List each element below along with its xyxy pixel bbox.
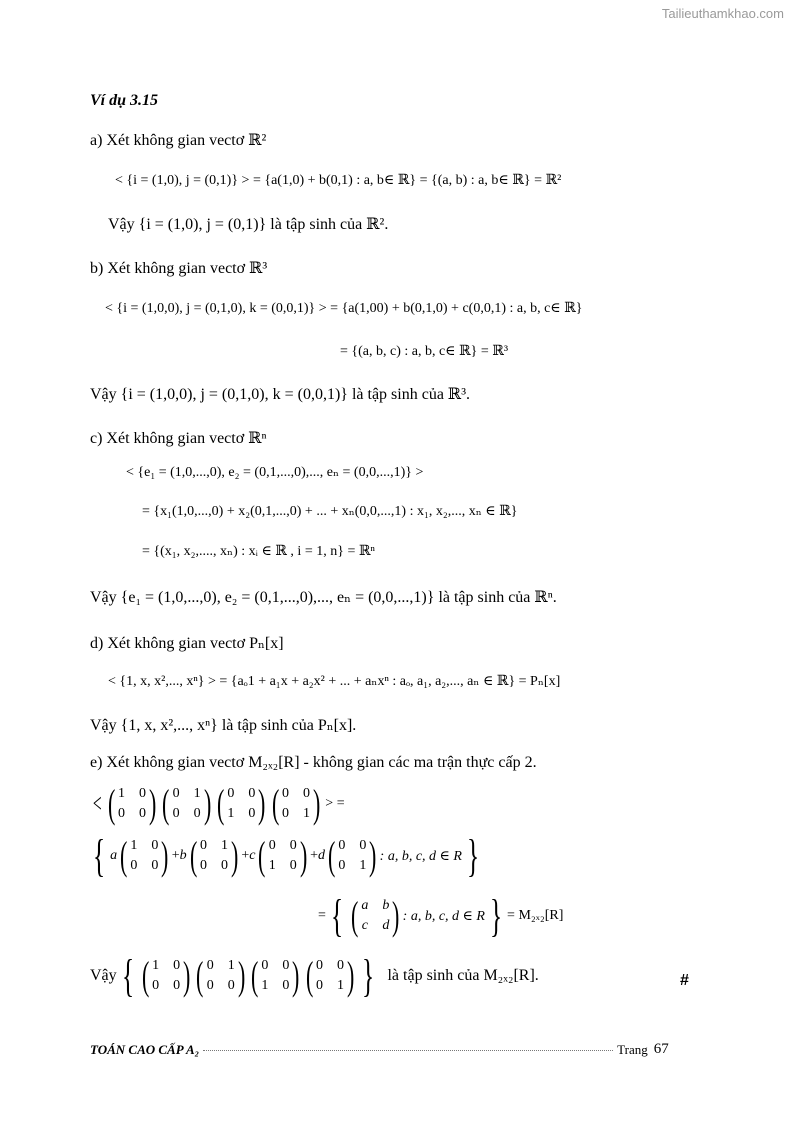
footer-page-label: Trang: [617, 1041, 648, 1057]
basis-matrix-3: ( 0 0 1 0 ): [216, 781, 266, 826]
basis-matrix-2: ( 0 1 0 0 ): [162, 781, 211, 826]
watermark: Tailieuthamkhao.com: [661, 6, 784, 21]
part-b-equation-1: < {i = (1,0,0), j = (0,1,0), k = (0,0,1)} > = {a(1,00) + b(0,1,0) + c(0,0,1) : a, b, c∈ ℝ}: [105, 301, 583, 316]
concl-matrix-2: ( 0 1 0 0 ): [196, 953, 246, 998]
part-b-conclusion: Vậy {i = (1,0,0), j = (0,1,0), k = (0,0,1)} là tập sinh của ℝ³.: [90, 386, 471, 403]
part-d-conclusion: Vậy {1, x, x²,..., xⁿ} là tập sinh của Pₙ[x].: [90, 717, 357, 734]
combo-matrix-1: ( 1 0 0 0 ): [120, 833, 169, 878]
part-b-title: b) Xét không gian vectơ ℝ³: [90, 260, 268, 277]
part-e-conclusion: Vậy { ( 1 0 0 0 ) ( 0 1 0 0 ) ( 0 0 1 0 ) ( 0 0 0 1 ) } là tập sinh của M₂ₓ₂[R].: [90, 950, 539, 1001]
part-c-conclusion: Vậy {e₁ = (1,0,...,0), e₂ = (0,1,...,0),..., eₙ = (0,0,...,1)} là tập sinh của ℝⁿ.: [90, 589, 557, 606]
concl-matrix-1: ( 1 0 0 0 ): [141, 953, 191, 998]
example-heading: Ví dụ 3.15: [90, 92, 159, 109]
general-matrix: ( a b c d ): [350, 893, 400, 938]
concl-matrix-4: ( 0 0 0 1 ): [305, 953, 355, 998]
footer-title: TOÁN CAO CẤP A₂: [90, 1041, 200, 1057]
part-c-equation-3: = {(x₁, x₂,...., xₙ) : xᵢ ∈ ℝ , i = 1, n} = ℝⁿ: [142, 544, 375, 559]
part-c-equation-2: = {x₁(1,0,...,0) + x₂(0,1,...,0) + ... + xₙ(0,0,...,1) : x₁, x₂,..., xₙ ∈ ℝ}: [142, 504, 518, 519]
part-e-general-row: = { ( a b c d ) : a, b, c, d ∈ R } = M₂ₓ₂[R]: [318, 890, 564, 941]
part-b-equation-2: = {(a, b, c) : a, b, c∈ ℝ} = ℝ³: [340, 344, 509, 359]
left-angle: <: [92, 789, 102, 818]
part-e-span-row: [90, 781, 345, 826]
part-d-title: d) Xét không gian vectơ Pₙ[x]: [90, 635, 284, 652]
combo-matrix-3: ( 0 0 1 0 ): [258, 833, 308, 878]
combo-matrix-4: ( 0 0 0 1 ): [327, 833, 377, 878]
part-c-equation-1: < {e₁ = (1,0,...,0), e₂ = (0,1,...,0),..., eₙ = (0,0,...,1)} >: [126, 465, 424, 480]
combo-condition: : a, b, c, d ∈ R: [379, 848, 462, 864]
combo-matrix-2: ( 0 1 0 0 ): [189, 833, 239, 878]
part-a-equation: < {i = (1,0), j = (0,1)} > = {a(1,0) + b(0,1) : a, b∈ ℝ} = {(a, b) : a, b∈ ℝ} = ℝ²: [115, 173, 562, 188]
general-result: = M₂ₓ₂[R]: [507, 908, 564, 923]
basis-matrix-1: ( 1 0 0 0 ): [107, 781, 157, 826]
span-equals: > =: [325, 796, 345, 811]
part-e-combination-row: { a ( 1 0 0 0 ) + b ( 0 1 0 0 ) + c ( 0 0 1 0 ) + d ( 0 0 0 1 ) : a, b, c, d ∈ R }: [92, 830, 480, 881]
footer: [90, 1041, 669, 1058]
footer-dotted-leader: [203, 1049, 613, 1051]
basis-matrix-4: ( 0 0 0 1 ): [271, 781, 321, 826]
part-a-title: a) Xét không gian vectơ ℝ²: [90, 132, 267, 149]
part-a-conclusion: Vậy {i = (1,0), j = (0,1)} là tập sinh của ℝ².: [108, 216, 389, 233]
footer-page-number: 67: [653, 1041, 669, 1057]
part-e-title: e) Xét không gian vectơ M₂ₓ₂[R] - không gian các ma trận thực cấp 2.: [90, 754, 537, 771]
concl-matrix-3: ( 0 0 1 0 ): [251, 953, 300, 998]
end-mark: #: [680, 972, 689, 989]
part-c-title: c) Xét không gian vectơ ℝⁿ: [90, 430, 267, 447]
part-d-equation: < {1, x, x²,..., xⁿ} > = {aₒ1 + a₁x + a₂x² + ... + aₙxⁿ : aₒ, a₁, a₂,..., aₙ ∈ ℝ} = Pₙ[x]: [108, 674, 561, 689]
